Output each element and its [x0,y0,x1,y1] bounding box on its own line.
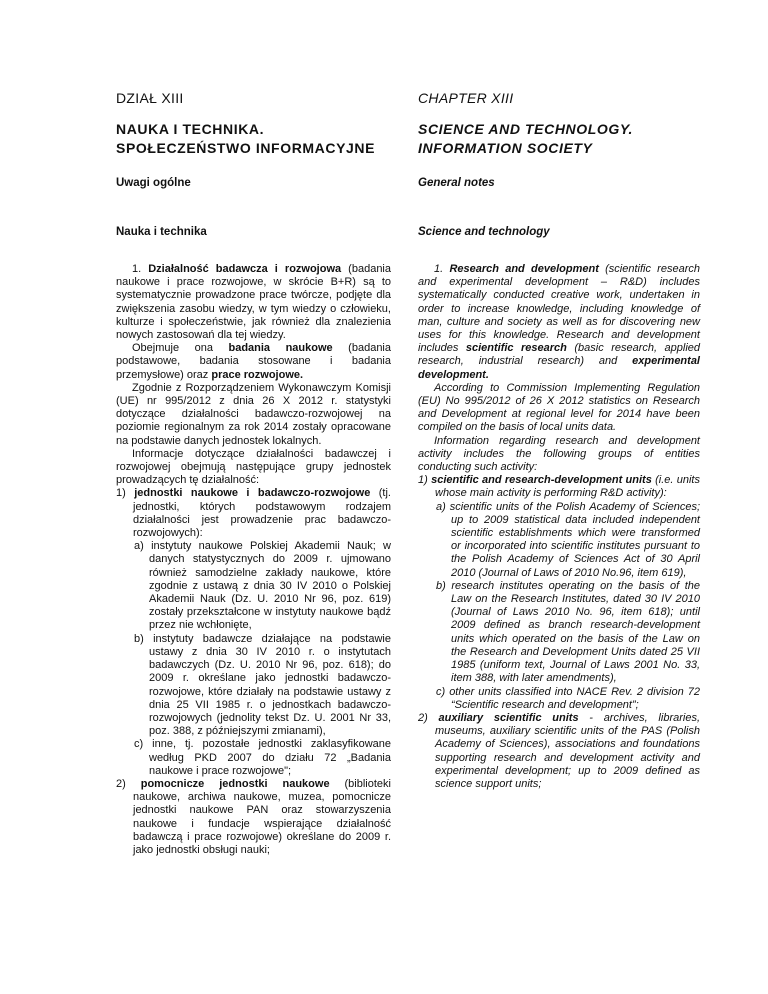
paragraph-text: (badania podstawowe, badania stosowane i badania przemysłowe) oraz [116,342,391,381]
term-development: prace rozwojowe. [211,368,304,381]
chapter-title-line-1: NAUKA I TECHNIKA. [116,121,265,137]
list-text: (biblioteki naukowe, archiwa naukowe, muzea, pomocnicze jednostki naukowe PAN oraz stowarzyszenia naukowe i fundacje wspierające działalność badawczą i prace rozwojowe) określane do 2009 r. jako jednostki obsługi nauki; [133,777,391,856]
section-subheading: Science and technology [418,226,550,238]
chapter-title-line-1: SCIENCE AND TECHNOLOGY. [418,121,634,137]
chapter-title [418,120,633,158]
list-term: auxiliary scientific units [438,711,579,724]
list-item-2 [116,778,391,857]
list-text: - archives, libraries, museums, auxiliary scientific units of the PAS (Polish Academy of Sciences), associations and foundations supporting research and development activity and experimental development; up to 2009 defined as science support units; [435,711,701,790]
general-notes-heading: General notes [418,177,495,189]
sub-item-letter: a) [436,500,446,513]
paragraph-1 [116,263,391,342]
term-rd: Research and development [449,263,599,275]
list-text: (i.e. units whose main activity is performing R&D activity): [435,474,700,500]
sub-item-letter: a) [134,540,144,553]
list-item-1 [418,474,700,500]
paragraph-number: 1. [434,263,444,275]
sub-item-text: instytuty badawcze działające na podstawie ustawy z dnia 30 IV 2010 r. o instytutach badawczych (Dz. U. 2010 Nr 96, poz. 618); do 2009 r. określane jako jednostki badawczo-rozwojowe, które działały na podstawie ustawy z dnia 25 VII 1985 r. o jednostkach badawczo-rozwojowych (jednolity tekst Dz. U. 2001 Nr 33, poz. 388, z późniejszymi zmianami), [149,632,391,738]
term-scientific-research: badania naukowe [228,342,333,355]
chapter-title-line-2: INFORMATION SOCIETY [418,140,593,156]
sub-item-text: inne, tj. pozostałe jednostki zaklasyfikowane według PKD 2007 do działu 72 „Badania naukowe i prace rozwojowe"; [149,738,391,777]
chapter-heading: DZIAŁ XIII [116,90,184,106]
list-term: scientific and research-development units [431,474,652,487]
paragraph-text: Obejmuje ona [132,342,229,355]
chapter-title [116,120,375,158]
sub-item-c [418,686,700,712]
sub-item-a [418,501,700,580]
list-item-1 [116,487,391,540]
paragraph-2: According to Commission Implementing Regulation (EU) No 995/2012 of 26 X 2012 statistics on Research and Development at regional level for 2014 have been compiled on the basis of local units data. [418,381,700,434]
paragraph-1 [418,263,700,382]
body-text [116,263,391,857]
list-item-2 [418,712,700,791]
sub-item-text: scientific units of the Polish Academy of Sciences; up to 2009 statistical data included independent scientific establishments which were transformed or incorporated into scientific institutes pursuant to the Polish Academy of Sciences Act of 30 April 2010 (Journal of Laws of 2010 No.96, item 619), [449,500,700,579]
sub-item-a [116,540,391,632]
paragraph-text: (badania naukowe i prace rozwojowe, w skrócie B+R) są to systematycznie prowadzone prace twórcze, podjęte dla zwiększenia zasobu wiedzy, w tym wiedzy o człowieku, kulturze i społeczeństwie, jak również dla znalezienia nowych zastosowań dla tej wiedzy. [116,263,391,342]
list-term: jednostki naukowe i badawczo-rozwojowe [134,487,371,500]
sub-item-b [418,580,700,686]
list-number: 1) [418,474,428,487]
chapter-title-line-2: SPOŁECZEŃSTWO INFORMACYJNE [116,140,376,156]
general-notes-heading: Uwagi ogólne [116,177,191,189]
sub-item-letter: b) [134,632,144,645]
sub-item-b [116,633,391,739]
paragraph-text: (basic research, applied research, industrial research) and [418,342,700,368]
sub-item-text: instytuty naukowe Polskiej Akademii Nauk; w danych statystycznych do 2009 r. ujmowano również samodzielne zakłady naukowe, które zgodnie z ustawą z dnia 30 IV 2010 o Polskiej Akademii Nauk (Dz. U. 2010 Nr 96, poz. 619) zostały przekształcone w instytuty naukowe bądź przez nie wchłonięte, [149,540,391,632]
term-rd: Działalność badawcza i rozwojowa [148,263,342,275]
list-number: 2) [418,711,428,724]
body-text [418,263,700,791]
sub-item-letter: c) [436,685,446,698]
sub-item-text: research institutes operating on the basis of the Law on the Research Institutes, dated 30 IV 2010 (Journal of Laws 2010 No. 96, item 618); until 2009 defined as branch research-development units which operated on the basis of the Law on the Research and Development Units dated 25 VII 1985 (uniform text, Journal of Laws 2001 No. 33, item 388, with later amendments), [451,579,700,685]
sub-item-c [116,738,391,778]
paragraph-3: Information regarding research and development activity includes the following groups of entities conducting such activity: [418,434,700,474]
list-number: 1) [116,487,126,500]
sub-item-text: other units classified into NACE Rev. 2 division 72 “Scientific research and development”; [449,685,700,711]
list-text: (tj. jednostki, których podstawowym rodzajem działalności jest prowadzenie prac badawczo-rozwojowych): [133,487,391,540]
paragraph-number: 1. [132,263,142,275]
paragraph-3: Zgodnie z Rozporządzeniem Wykonawczym Komisji (UE) nr 995/2012 z dnia 26 X 2012 r. statystyki dotyczące działalności badawczo-rozwojowej na poziomie regionalnym za rok 2014 zostały opracowane na podstawie danych jednostek lokalnych. [116,381,391,447]
paragraph-4: Informacje dotyczące działalności badawczej i rozwojowej obejmują następujące grupy jednostek prowadzących tę działalność: [116,447,391,487]
term-scientific-research: scientific research [465,342,567,355]
chapter-heading: CHAPTER XIII [418,90,514,106]
sub-item-letter: b) [436,579,446,592]
term-development: experimental development. [418,355,700,381]
sub-item-letter: c) [134,738,144,751]
paragraph-text: (scientific research and experimental development – R&D) includes systematically conducted creative work, undertaken in order to increase knowledge, including knowledge of man, culture and society as well as for discovering new uses for this knowledge. Research and development includes [418,263,700,355]
section-subheading: Nauka i technika [116,226,207,238]
list-term: pomocnicze jednostki naukowe [140,777,330,790]
paragraph-2 [116,342,391,382]
list-number: 2) [116,777,126,790]
